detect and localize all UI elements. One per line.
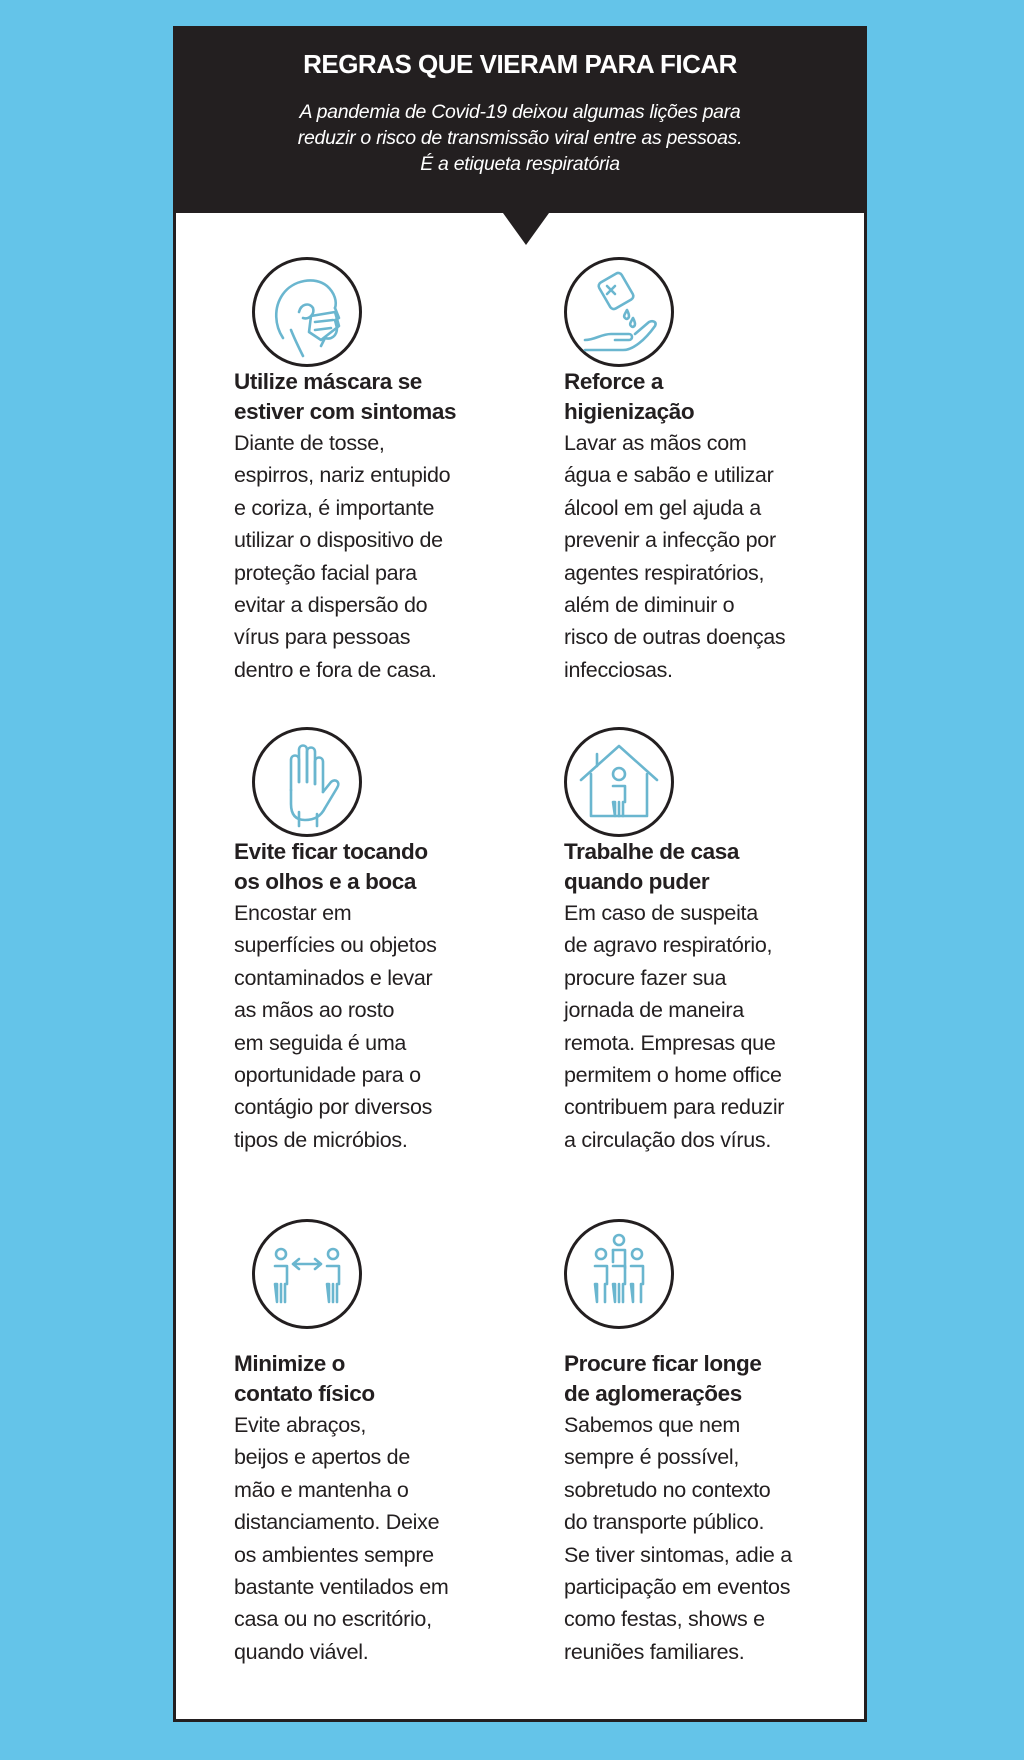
tip-avoid-touching [234, 727, 504, 1152]
tip-body-line: Evite abraços, [234, 1413, 367, 1437]
tip-body [564, 897, 816, 1156]
tip-body-line: risco de outras doenças [564, 625, 786, 650]
tip-title-line: higienização [564, 399, 695, 424]
tip-body-line: oportunidade para o [234, 1063, 421, 1088]
crowd-icon [564, 1219, 674, 1329]
tip-body-line: distanciamento. Deixe [234, 1510, 440, 1535]
tip-body-line: vírus para pessoas [234, 625, 411, 650]
tip-body [234, 1409, 486, 1668]
tip-body-line: reuniões familiares. [564, 1639, 745, 1664]
tip-title-line: Evite ficar tocando [234, 839, 428, 864]
tip-body-line: álcool em gel ajuda a [564, 495, 761, 520]
tip-title-line: Minimize o [234, 1351, 346, 1376]
tip-body-line: as mãos ao rosto [234, 998, 395, 1023]
subtitle-line: É a etiqueta respiratória [420, 153, 620, 175]
tip-body-line: sobretudo no contexto [564, 1477, 771, 1502]
tip-body-line: casa ou no escritório, [234, 1607, 432, 1632]
tip-minimize-contact [234, 1219, 504, 1664]
tip-hygiene [564, 257, 834, 682]
raised-hand-icon [252, 727, 362, 837]
tip-body-line: evitar a dispersão do [234, 593, 428, 618]
tip-title [234, 837, 504, 897]
tip-body-line: participação em eventos [564, 1575, 791, 1600]
tip-body-line: em seguida é uma [234, 1030, 407, 1055]
tip-body-line: água e sabão e utilizar [564, 463, 774, 488]
tip-work-from-home [564, 727, 834, 1152]
tip-body-line: Sabemos que nem [564, 1413, 740, 1437]
house-person-icon [564, 727, 674, 837]
tip-title-line: os olhos e a boca [234, 869, 417, 894]
tip-avoid-crowds [564, 1219, 834, 1664]
tip-body-line: superfícies ou objetos [234, 933, 437, 958]
header-pointer [503, 213, 549, 245]
tip-title [234, 1349, 504, 1409]
tip-body-line: agentes respiratórios, [564, 560, 765, 585]
tip-body-line: remota. Empresas que [564, 1030, 776, 1055]
tip-body [564, 427, 816, 686]
tip-title-line: Reforce a [564, 369, 663, 394]
tip-body-line: prevenir a infecção por [564, 528, 776, 553]
tip-title [564, 1349, 834, 1409]
tip-body-line: além de diminuir o [564, 593, 735, 618]
tip-body-line: Diante de tosse, [234, 431, 385, 455]
tip-title-line: Utilize máscara se [234, 369, 422, 394]
tip-body-line: proteção facial para [234, 560, 417, 585]
infographic-card [173, 26, 867, 1722]
tip-body-line: contaminados e levar [234, 965, 433, 990]
tip-body-line: contágio por diversos [234, 1095, 433, 1120]
tip-body-line: permitem o home office [564, 1063, 782, 1088]
tip-body-line: a circulação dos vírus. [564, 1127, 771, 1152]
tip-title-line: Procure ficar longe [564, 1351, 762, 1376]
tip-body-line: infecciosas. [564, 657, 673, 682]
tip-body [564, 1409, 816, 1668]
tip-body-line: Lavar as mãos com [564, 431, 747, 455]
header-banner [176, 29, 864, 213]
tip-title [564, 367, 834, 427]
subtitle-line: reduzir o risco de transmissão viral entre as pessoas. [297, 127, 743, 149]
tip-body-line: Se tiver sintomas, adie a [564, 1542, 792, 1567]
tip-title-line: contato físico [234, 1381, 375, 1406]
tip-body-line: e coriza, é importante [234, 495, 435, 520]
tip-body-line: mão e mantenha o [234, 1477, 409, 1502]
tip-body [234, 897, 486, 1156]
hand-sanitizer-icon [564, 257, 674, 367]
tip-body-line: como festas, shows e [564, 1607, 765, 1632]
tip-body-line: tipos de micróbios. [234, 1127, 408, 1152]
tip-body-line: os ambientes sempre [234, 1542, 434, 1567]
page-title: REGRAS QUE VIERAM PARA FICAR [303, 49, 737, 79]
tip-body-line: jornada de maneira [564, 998, 744, 1023]
tip-use-mask [234, 257, 504, 682]
tip-title [234, 367, 504, 427]
tip-body-line: contribuem para reduzir [564, 1095, 785, 1120]
subtitle-line: A pandemia de Covid-19 deixou algumas lições para [299, 101, 741, 123]
tip-body-line: do transporte público. [564, 1510, 765, 1535]
tip-body-line: de agravo respiratório, [564, 933, 773, 958]
tip-body-line: utilizar o dispositivo de [234, 528, 443, 553]
tip-body-line: espirros, nariz entupido [234, 463, 451, 488]
tip-body-line: Em caso de suspeita [564, 901, 758, 925]
page-subtitle [236, 99, 804, 177]
tip-body [234, 427, 486, 686]
tip-title-line: estiver com sintomas [234, 399, 457, 424]
tip-body-line: quando viável. [234, 1639, 369, 1664]
tip-body-line: Encostar em [234, 901, 352, 925]
tip-title-line: Trabalhe de casa [564, 839, 739, 864]
tip-body-line: sempre é possível, [564, 1445, 740, 1470]
tip-body-line: beijos e apertos de [234, 1445, 410, 1470]
tip-body-line: procure fazer sua [564, 965, 727, 990]
tip-body-line: bastante ventilados em [234, 1575, 449, 1600]
tip-title [564, 837, 834, 897]
face-mask-icon [252, 257, 362, 367]
social-distance-icon [252, 1219, 362, 1329]
tip-title-line: de aglomerações [564, 1381, 742, 1406]
tip-title-line: quando puder [564, 869, 710, 894]
tip-body-line: dentro e fora de casa. [234, 657, 437, 682]
